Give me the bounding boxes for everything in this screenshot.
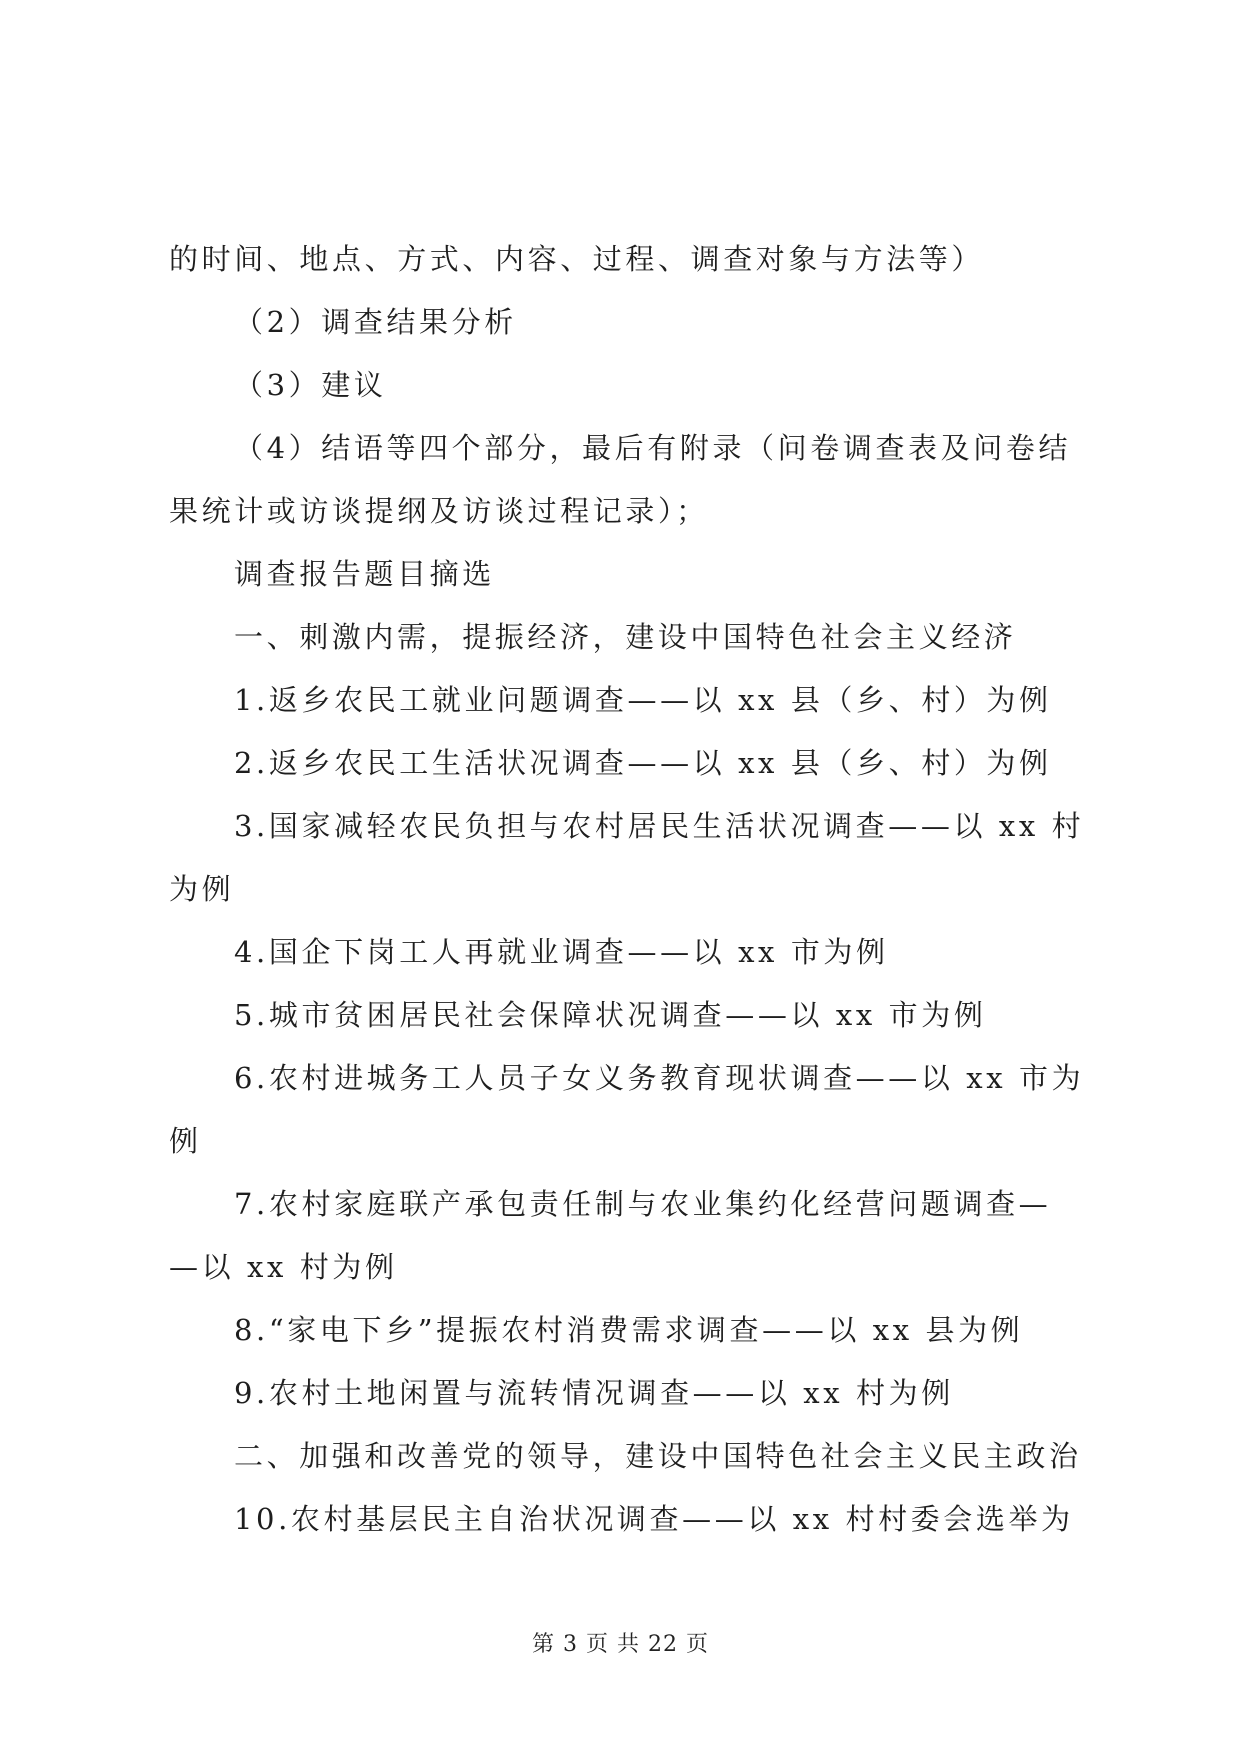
list-item: 9.农村土地闲置与流转情况调查——以 xx 村为例 (234, 1376, 954, 1410)
list-item: 8.“家电下乡”提振农村消费需求调查——以 xx 县为例 (234, 1313, 1024, 1347)
text-line: 果统计或访谈提纲及访谈过程记录）； (169, 494, 709, 528)
list-item: 10.农村基层民主自治状况调查——以 xx 村村委会选举为 (234, 1502, 1074, 1536)
list-item-continuation: —以 xx 村为例 (169, 1250, 398, 1284)
list-item-continuation: 为例 (169, 872, 235, 906)
page-number-footer: 第 3 页 共 22 页 (532, 1632, 709, 1657)
list-item-continuation: 例 (169, 1124, 202, 1158)
list-item: 2.返乡农民工生活状况调查——以 xx 县（乡、村）为例 (234, 746, 1052, 780)
section-heading: 一、刺激内需，提振经济，建设中国特色社会主义经济 (234, 620, 1017, 654)
list-item: 1.返乡农民工就业问题调查——以 xx 县（乡、村）为例 (234, 683, 1052, 717)
text-line: 的时间、地点、方式、内容、过程、调查对象与方法等） (169, 242, 985, 276)
section-heading: 二、加强和改善党的领导，建设中国特色社会主义民主政治 (234, 1439, 1082, 1473)
list-item: 3.国家减轻农民负担与农村居民生活状况调查——以 xx 村 (234, 809, 1085, 843)
text-line: （3）建议 (234, 368, 387, 402)
list-item: 4.国企下岗工人再就业调查——以 xx 市为例 (234, 935, 889, 969)
list-item: 5.城市贫困居民社会保障状况调查——以 xx 市为例 (234, 998, 987, 1032)
text-line: （2）调查结果分析 (234, 305, 517, 339)
list-item: 6.农村进城务工人员子女义务教育现状调查——以 xx 市为 (234, 1061, 1085, 1095)
list-item: 7.农村家庭联产承包责任制与农业集约化经营问题调查— (234, 1187, 1052, 1221)
text-line: （4）结语等四个部分，最后有附录（问卷调查表及问卷结 (234, 431, 1072, 465)
section-heading: 调查报告题目摘选 (234, 557, 495, 591)
